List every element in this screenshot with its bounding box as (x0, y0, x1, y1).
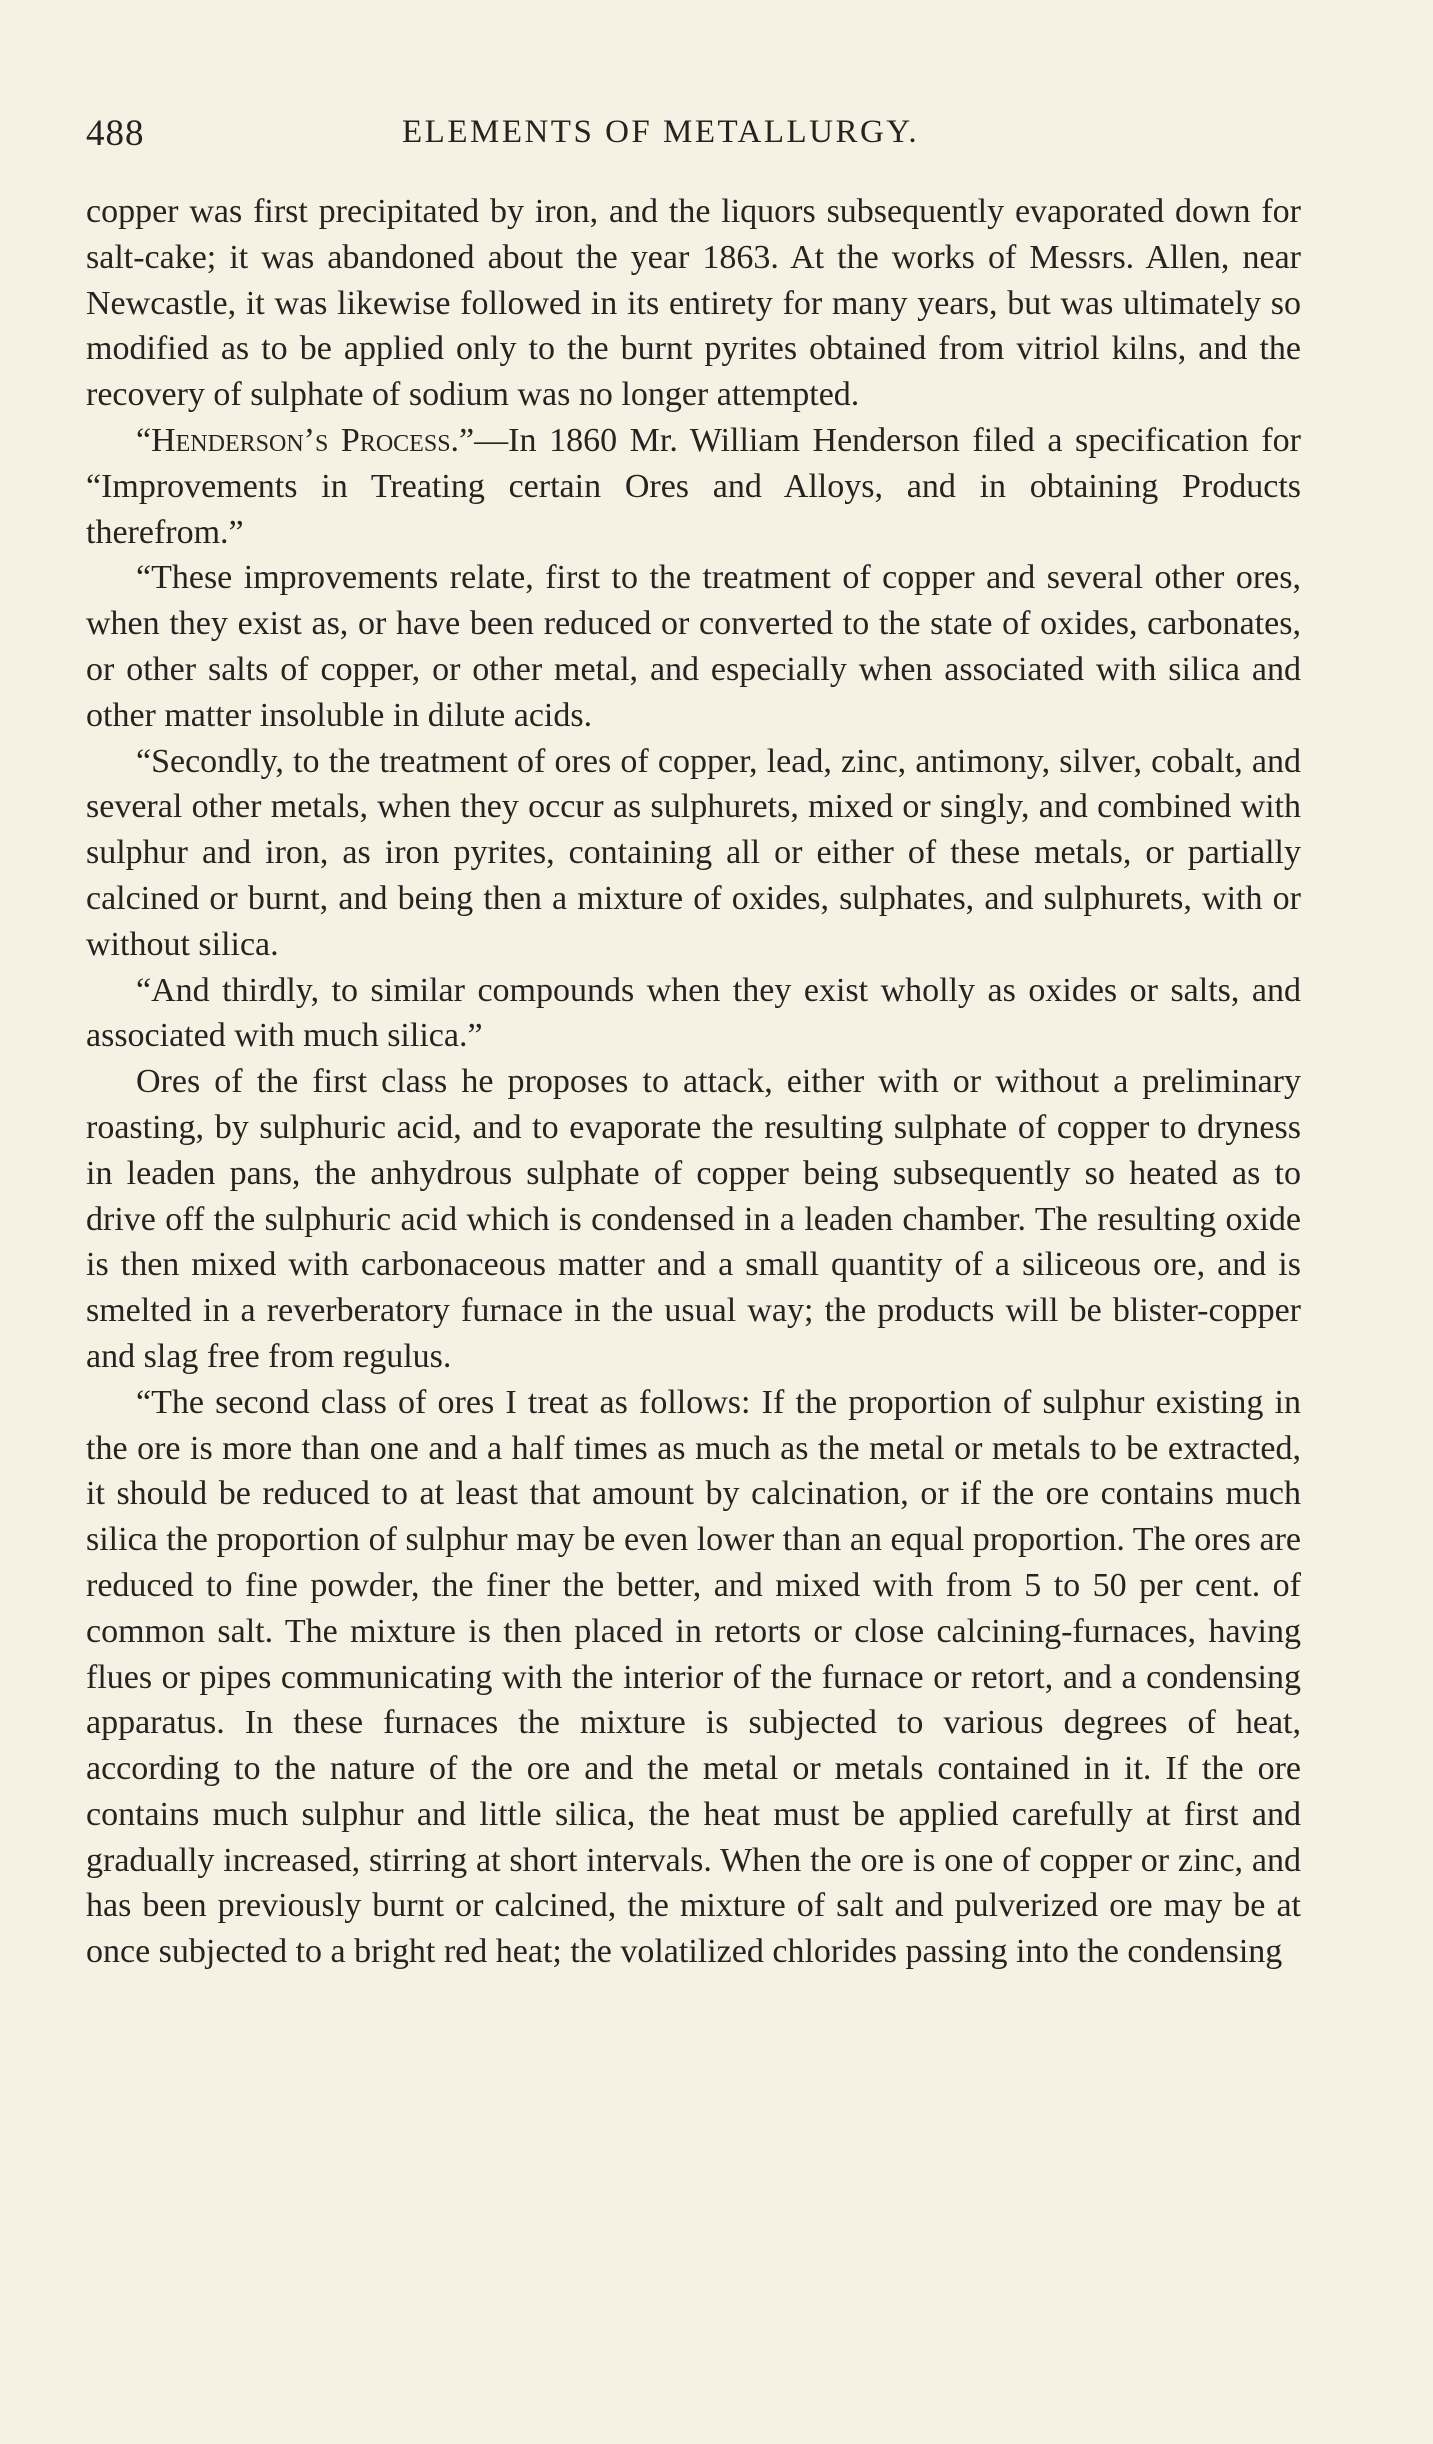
running-title: ELEMENTS OF METALLURGY. (402, 114, 920, 150)
paragraph-text: “The second class of ores I treat as follows: If the proportion of sulphur existing in the ore is more than one and a half times as much as the metal or metals to be extracted, it should be reduced to at least that amount by calcination, or if the ore contains much silica the proportion of sulphur may be even lower than an equal proportion. The ores are reduced to fine powder, the finer the better, and mixed with from 5 to 50 per cent. of common salt. The mixture is then placed in retorts or close calcining-furnaces, having flues or pipes communicating with the interior of the furnace or retort, and a condensing apparatus. In these furnaces the mixture is subjected to various degrees of heat, according to the nature of the ore and the metal or metals contained in it. If the ore contains much sulphur and little silica, the heat must be applied carefully at first and gradually increased, stirring at short intervals. When the ore is one of copper or zinc, and has been previously burnt or calcined, the mixture of salt and pulverized ore may be at once subjected to a bright red heat; the volatilized chlorides passing into the condensing (86, 1383, 1301, 1971)
paragraph-text: “Secondly, to the treatment of ores of copper, lead, zinc, antimony, silver, cobalt, and several other metals, when they occur as sulphurets, mixed or singly, and combined with sulphur and iron, as iron pyrites, containing all or either of these metals, or partially calcined or burnt, and being then a mixture of oxides, sulphates, and sulphurets, with or without silica. (86, 742, 1301, 963)
paragraph-6 (86, 1059, 1301, 1380)
paragraph-text: Ores of the first class he proposes to attack, either with or without a preliminary roasting, by sulphuric acid, and to evaporate the resulting sulphate of copper to dryness in leaden pans, the anhydrous sulphate of copper being subsequently so heated as to drive off the sulphuric acid which is condensed in a leaden chamber. The resulting oxide is then mixed with carbonaceous matter and a small quantity of a siliceous ore, and is smelted in a reverberatory furnace in the usual way; the products will be blister-copper and slag free from regulus. (86, 1063, 1301, 1375)
page-number: 488 (86, 113, 145, 154)
paragraph-3 (86, 555, 1301, 738)
paragraph-5 (86, 968, 1301, 1060)
paragraph-text: “And thirdly, to similar compounds when they exist wholly as oxides or salts, and associated with much silica.” (86, 971, 1301, 1055)
paragraph-4 (86, 739, 1301, 968)
paragraph-text: copper was first precipitated by iron, and the liquors subsequently evaporated down for salt-cake; it was abandoned about the year 1863. At the works of Messrs. Allen, near Newcastle, it was likewise followed in its entirety for many years, but was ultimately so modified as to be applied only to the burnt pyrites obtained from vitriol kilns, and the recovery of sulphate of sodium was no longer attempted. (86, 193, 1301, 414)
paragraph-text: —In 1860 Mr. William Henderson filed a specification for “Improvements in Treating certain Ores and Alloys, and in obtaining Products therefrom.” (86, 421, 1301, 551)
running-head (86, 112, 1301, 162)
section-heading: “Henderson’s Process.” (136, 421, 475, 459)
paragraph-text: “These improvements relate, first to the treatment of copper and several other ores, when they exist as, or have been reduced or converted to the state of oxides, carbonates, or other salts of copper, or other metal, and especially when associated with silica and other matter insoluble in dilute acids. (86, 559, 1301, 734)
paragraph-7 (86, 1380, 1301, 1975)
paragraph-1 (86, 189, 1301, 418)
body-text (86, 189, 1301, 1975)
paragraph-2 (86, 418, 1301, 555)
